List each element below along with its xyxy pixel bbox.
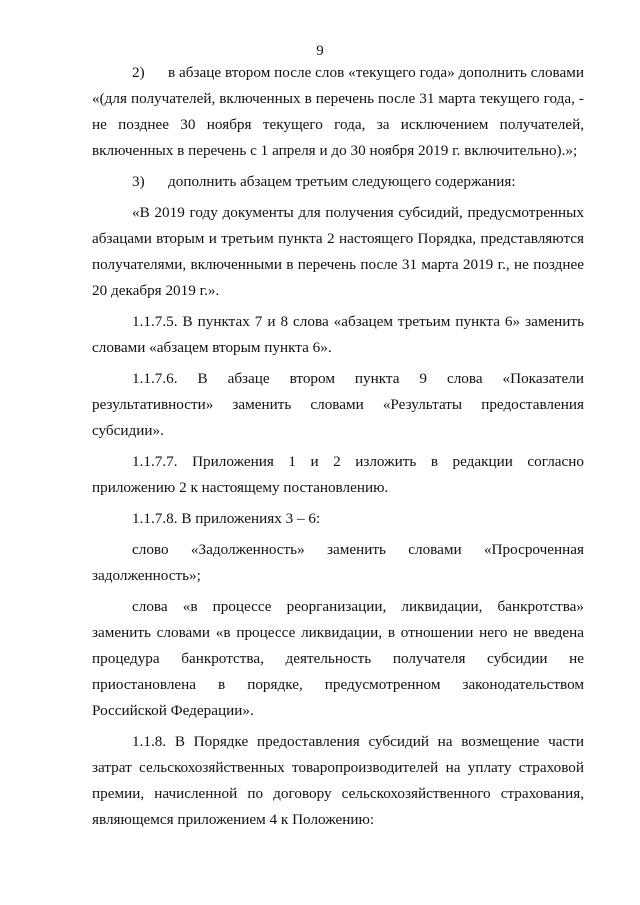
paragraph-1-1-7-7: 1.1.7.7. Приложения 1 и 2 изложить в редакции согласно приложению 2 к настоящему постановлению. xyxy=(92,453,584,496)
list-marker: 2) xyxy=(132,64,145,81)
paragraph-1-1-7-6: 1.1.7.6. В абзаце втором пункта 9 слова «Показатели результативности» заменить словами «Результаты предоставления субсидии». xyxy=(92,370,584,439)
paragraph-text: в абзаце втором после слов «текущего года» дополнить словами «(для получателей, включенных в перечень после 31 марта текущего года, - не позднее 30 ноября текущего года, за исключением получателей, включенных в перечень с 1 апреля и до 30 ноября 2019 г. включительно).»; xyxy=(92,64,584,159)
paragraph-item-2 xyxy=(92,60,584,164)
paragraph-quote: «В 2019 году документы для получения субсидий, предусмотренных абзацами вторым и третьим пункта 2 настоящего Порядка, представляются получателями, включенными в перечень после 31 марта 2019 г., не позднее 20 декабря 2019 г.». xyxy=(92,204,584,299)
page-number: 9 xyxy=(316,43,324,59)
paragraph-item-3 xyxy=(92,169,584,195)
paragraph-1-1-8: 1.1.8. В Порядке предоставления субсидий на возмещение части затрат сельскохозяйственных товаропроизводителей на уплату страховой премии, начисленной по договору сельскохозяйственного страхования, являющемся приложением 4 к Положению: xyxy=(92,733,584,828)
paragraph-1-1-7-8: 1.1.7.8. В приложениях 3 – 6: xyxy=(132,510,321,527)
document-body xyxy=(92,60,584,838)
paragraph-word-replace: слово «Задолженность» заменить словами «Просроченная задолженность»; xyxy=(92,541,584,584)
paragraph-text: дополнить абзацем третьим следующего содержания: xyxy=(168,173,516,190)
list-marker: 3) xyxy=(132,173,145,190)
paragraph-1-1-7-5: 1.1.7.5. В пунктах 7 и 8 слова «абзацем третьим пункта 6» заменить словами «абзацем вторым пункта 6». xyxy=(92,313,584,356)
paragraph-phrase-replace: слова «в процессе реорганизации, ликвидации, банкротства» заменить словами «в процессе ликвидации, в отношении него не введена процедура банкротства, деятельность получателя субсидии не приостановлена в порядке, предусмотренном законодательством Российской Федерации». xyxy=(92,598,584,719)
